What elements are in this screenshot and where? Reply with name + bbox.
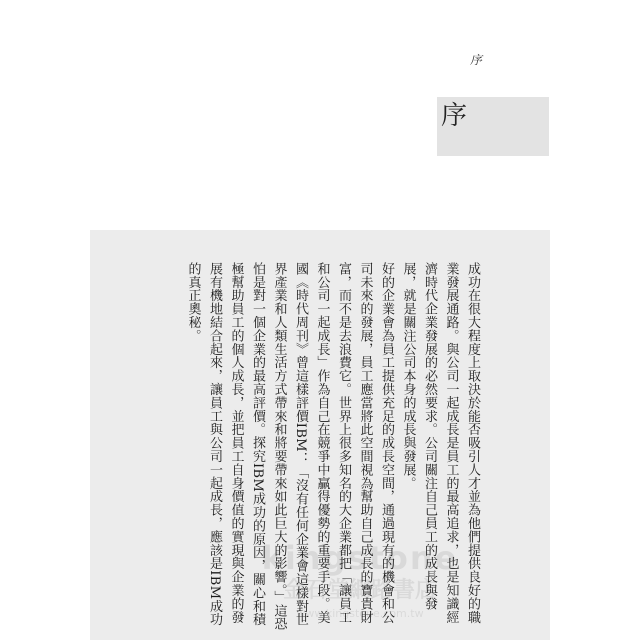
chapter-title: 序 [441,101,468,131]
paragraph-1: 成功在很大程度上取決於能否吸引人才並為他們提供良好的職業發展通路。與公司一起成長是員工的最高追求，也是知識經濟時代企業發展的必然要求。公司關注自己員工的成長與發展，就是關注公司本身的成長與發展。 [400,262,480,624]
watermark-store-name: 金石堂網路書店 [282,578,437,603]
paragraph-2: 好的企業會為員工提供充足的成長空間，通過現有的機會和公司未來的發展，員工應當將此空間視為幫助自己成長的寶貴財富，而不是去浪費它。世界上很多知名的大企業都把「讓員工和公司一起成長」作為自己在競爭中贏得優勢的重要手段。美國《時代周刊》曾這樣評價IBM：「沒有任何企業會這樣對世界產業和人類生活方式帶來和將要帶來如此巨大的影響。」這恐怕是對一個企業的最高評價。探究IBM成功的原因，關心和積極幫助員工的個人成長，並把員工自身價值的實現與企業的發展有機地結合起來，讓員工與公司一起成長，應該是IBM成功的真正奧秘。 [185,262,394,631]
watermark-url: www.kingstone.com.tw [296,607,424,620]
store-watermark [250,540,470,640]
watermark-logo: kingstone [261,539,459,577]
running-head: 序 [470,53,483,67]
